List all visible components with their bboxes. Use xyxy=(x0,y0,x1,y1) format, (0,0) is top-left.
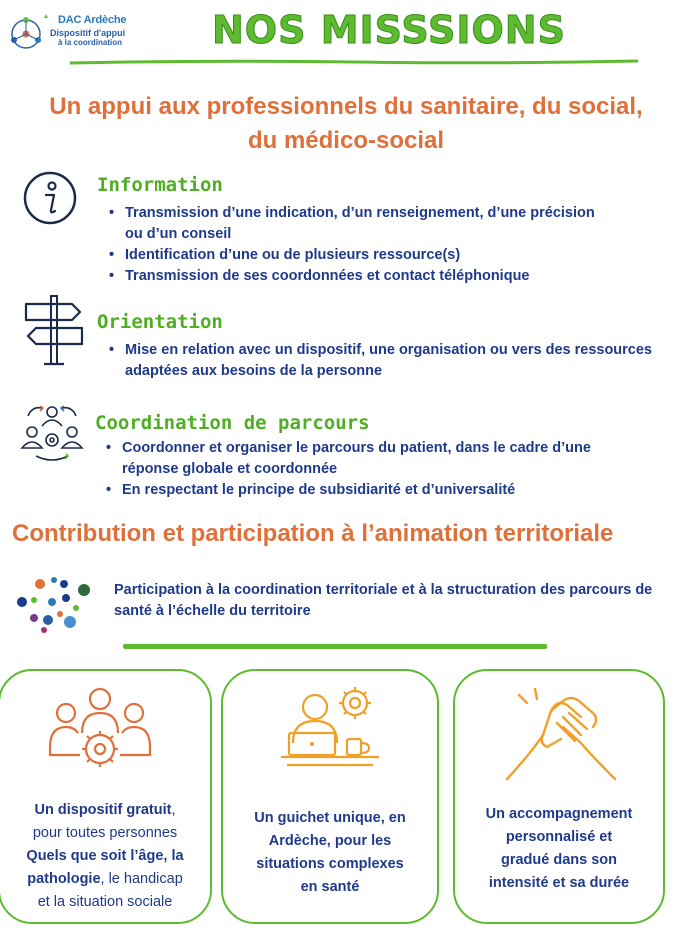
team-coordination-icon xyxy=(18,402,86,464)
section-title-information: Information xyxy=(97,174,223,196)
heading-line-2: du médico-social xyxy=(247,127,445,154)
card-line: gradué dans son xyxy=(500,852,618,868)
card-line: intensité et sa durée xyxy=(488,875,630,891)
page-title: NOS MISSSIONS xyxy=(212,8,566,52)
list-item: • Transmission de ses coordonnées et contact téléphonique xyxy=(109,266,609,287)
card-line: Ardèche, pour les xyxy=(268,833,392,849)
card-accompagnement xyxy=(453,669,665,924)
coordination-bullets xyxy=(106,438,626,501)
dac-logo xyxy=(6,8,136,56)
card-text-bold: pathologie xyxy=(27,871,101,887)
list-item: • En respectant le principe de subsidiarité et d’universalité xyxy=(106,480,626,501)
card-text-bold: Quels que soit l’âge, la xyxy=(26,848,184,864)
section-heading-contribution: Contribution et participation à l’animation territoriale xyxy=(12,520,614,547)
section-title-orientation: Orientation xyxy=(97,311,223,333)
heading-line-1: Un appui aux professionnels du sanitaire, du social, xyxy=(49,93,643,120)
list-item: • Coordonner et organiser le parcours du patient, dans le cadre d’une réponse globale et coordonnée xyxy=(106,438,626,480)
logo-line-3: à la coordination xyxy=(58,38,123,47)
card-accompagnement-text xyxy=(455,803,663,895)
logo-line-1: DAC Ardèche xyxy=(58,14,127,26)
list-item: • Identification d’une ou de plusieurs ressource(s) xyxy=(109,245,609,266)
network-dots-icon xyxy=(14,574,94,634)
information-bullets xyxy=(109,203,609,287)
list-item: • Mise en relation avec un dispositif, une organisation ou vers des ressources adaptées aux besoins de la personne xyxy=(109,340,654,382)
info-icon xyxy=(22,170,78,226)
divider xyxy=(123,644,547,649)
card-guichet-text xyxy=(223,807,437,899)
people-gear-icon xyxy=(40,683,160,778)
card-text-bold: Un dispositif gratuit xyxy=(34,802,172,818)
signpost-icon xyxy=(20,294,88,366)
handshake-icon xyxy=(501,683,621,783)
card-line: situations complexes xyxy=(256,856,404,872)
logo-line-2: Dispositif d'appui xyxy=(50,28,126,38)
card-text-normal: pour toutes personnes xyxy=(32,825,178,841)
card-line: personnalisé et xyxy=(505,829,613,845)
card-line: Un accompagnement xyxy=(485,806,633,822)
contribution-text: Participation à la coordination territoriale et à la structuration des parcours de santé à l’échelle du territoire xyxy=(114,582,653,619)
card-text-normal: , xyxy=(171,802,176,818)
list-item: • Transmission d’une indication, d’un renseignement, d’une précision ou d’un conseil xyxy=(109,203,609,245)
card-gratuit-text xyxy=(0,799,210,914)
card-line: en santé xyxy=(300,879,360,895)
section-title-coordination: Coordination de parcours xyxy=(95,412,370,434)
logo-network-icon xyxy=(6,10,50,54)
orientation-bullets xyxy=(109,340,654,382)
desk-laptop-icon xyxy=(279,685,389,773)
title-underline xyxy=(70,58,638,66)
card-text-normal: , le handicap xyxy=(100,871,183,887)
section-heading-appui xyxy=(0,90,692,158)
card-line: Un guichet unique, en xyxy=(254,810,406,826)
card-guichet xyxy=(221,669,439,924)
card-text-normal: et la situation sociale xyxy=(37,894,173,910)
card-gratuit xyxy=(0,669,212,924)
